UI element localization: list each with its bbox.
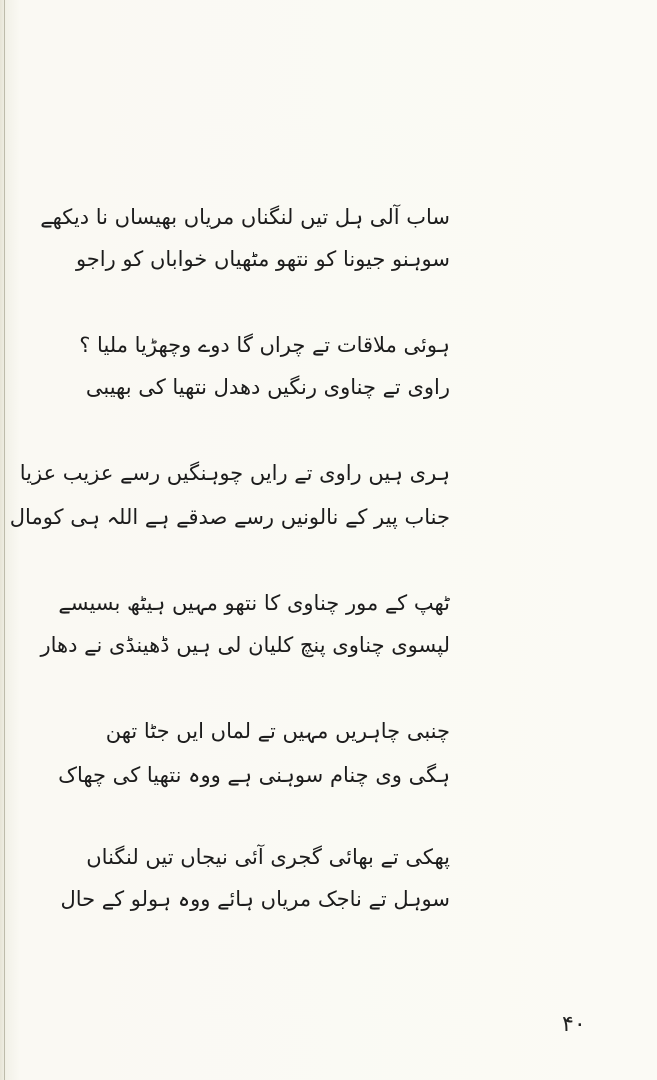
page-number: ۴۰ [562, 1012, 586, 1037]
verse-line: سوہنو جیونا کو نتھو مٹھیاں خواباں کو راجو [75, 247, 450, 271]
verse-line: ہوئی ملاقات تے چراں گا دوے وچھڑیا ملیا ؟ [79, 333, 450, 357]
verse-line: ہری ہیں راوی تے رایں چوہنگیں رسے عزیب عزیا [19, 461, 450, 485]
verse-line: پھکی تے بھائی گجری آئی نیجاں تیں لنگناں [86, 845, 450, 869]
verse-line: چنبی چاہریں مہیں تے لماں ایں جٹا تھن [105, 719, 450, 743]
verse-line: سوہل تے ناجک مریاں ہائے ووہ ہولو کے حال [60, 887, 450, 911]
verse-line: راوی تے چناوی رنگیں دھدل نتھیا کی بھیبی [85, 375, 450, 399]
verse-line: ٹھپ کے مور چناوی کا نتھو مہیں ہیٹھ بسیسے [58, 591, 450, 615]
verse-line: ہگی وی چنام سوہنی ہے ووہ نتھیا کی چھاک [58, 763, 450, 787]
verse-line: لپسوی چناوی پنچ کلیان لی ہیں ڈھینڈی نے دھار [40, 633, 450, 657]
verse-line: ساب آلی ہل تیں لنگناں مریاں بھیساں نا دیکھے [40, 205, 450, 229]
verse-line: جناب پیر کے نالونیں رسے صدقے ہے اللہ ہی کومال [9, 505, 450, 529]
